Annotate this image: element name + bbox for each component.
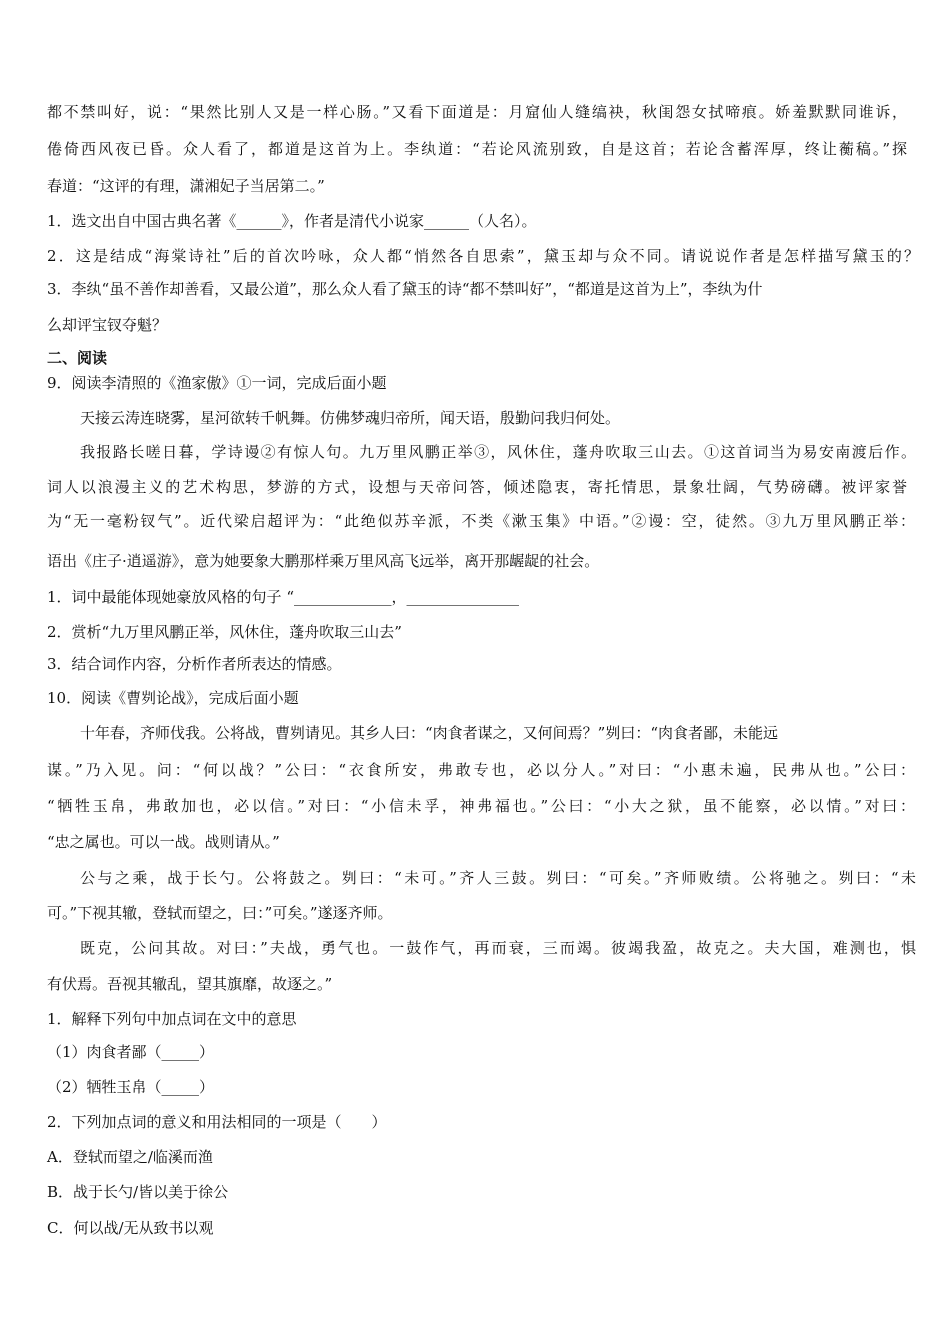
question-item-continued: 么却评宝钗夺魁？ <box>47 316 168 334</box>
option-c: C．何以战/无从致书以观 <box>47 1219 214 1237</box>
question-title: 9．阅读李清照的《渔家傲》①一词，完成后面小题 <box>47 374 387 392</box>
section-heading: 二、阅读 <box>47 349 108 367</box>
sub-question: （2）牺牲玉帛（_____） <box>47 1078 215 1096</box>
passage-line: 有伏焉。吾视其辙乱，望其旗靡，故逐之。” <box>47 975 333 993</box>
passage-line: 十年春，齐师伐我。公将战，曹刿请见。其乡人曰：“肉食者谋之，又何间焉？”刿曰：“肉食者鄙，未能远 <box>80 724 779 742</box>
passage-line: “牺牲玉帛，弗敢加也，必以信。”对曰：“小信未孚，神弗福也。”公曰：“小大之狱，虽不能察，必以情。”对曰： <box>47 797 915 815</box>
passage-line: 既克，公问其故。对曰：”夫战，勇气也。一鼓作气，再而衰，三而竭。彼竭我盈，故克之。夫大国，难测也，惧 <box>80 939 916 957</box>
option-a: A．登轼而望之/临溪而渔 <box>47 1148 213 1166</box>
question-item: 2．这是结成“海棠诗社”后的首次吟咏，众人都“悄然各自思索”，黛玉却与众不同。请说说作者是怎样描写黛玉的？ <box>47 247 919 265</box>
question-item: 2．赏析“九万里风鹏正举，风休住，蓬舟吹取三山去” <box>47 623 402 641</box>
annotation-line: 词人以浪漫主义的艺术构思，梦游的方式，设想与天帝问答，倾述隐衷，寄托情思，景象壮阔，气势磅礴。被评家誉 <box>47 478 907 496</box>
passage-line: 都不禁叫好，说：“果然比别人又是一样心肠。”又看下面道是：月窟仙人缝缟袂，秋闺怨女拭啼痕。娇羞默默同谁诉， <box>47 103 907 121</box>
passage-line: 谋。”乃入见。问：“何以战？”公曰：“衣食所安，弗敢专也，必以分人。”对曰：“小惠未遍，民弗从也。”公曰： <box>47 761 915 779</box>
question-item: 1．词中最能体现她豪放风格的句子 “_____________，_______________ <box>47 588 519 606</box>
annotation-line: 为“无一毫粉钗气”。近代梁启超评为：“此绝似苏辛派，不类《漱玉集》中语。”②谩：空，徒然。③九万里风鹏正举： <box>47 512 915 530</box>
question-item: 3．结合词作内容，分析作者所表达的情感。 <box>47 655 342 673</box>
passage-line: 春道：“这评的有理，潇湘妃子当居第二。” <box>47 177 325 195</box>
question-item: 1．选文出自中国古典名著《______》，作者是清代小说家______（人名）。 <box>47 212 537 230</box>
option-b: B．战于长勺/皆以美于徐公 <box>47 1183 229 1201</box>
question-title: 10．阅读《曹刿论战》，完成后面小题 <box>47 689 299 707</box>
sub-question: （1）肉食者鄙（_____） <box>47 1043 215 1061</box>
passage-line: “忠之属也。可以一战。战则请从。” <box>47 833 280 851</box>
passage-line: 倦倚西风夜已昏。众人看了，都道是这首为上。李纨道：“若论风流别致，自是这首；若论含蓄浑厚，终让蘅稿。”探 <box>47 140 907 158</box>
question-item: 3．李纨“虽不善作却善看，又最公道”，那么众人看了黛玉的诗“都不禁叫好”，“都道是这首为上”，李纨为什 <box>47 280 763 298</box>
passage-line: 可。”下视其辙，登轼而望之，曰：”可矣。”遂逐齐师。 <box>47 904 393 922</box>
poem-line: 天接云涛连晓雾，星河欲转千帆舞。仿佛梦魂归帝所，闻天语，殷勤问我归何处。 <box>80 409 621 427</box>
annotation-line: 语出《庄子·逍遥游》，意为她要象大鹏那样乘万里风高飞远举，离开那龌龊的社会。 <box>47 552 600 570</box>
question-item: 2．下列加点词的意义和用法相同的一项是（ ） <box>47 1113 387 1131</box>
passage-line: 公与之乘，战于长勺。公将鼓之。刿曰：“未可。”齐人三鼓。刿曰：“可矣。”齐师败绩。公将驰之。刿曰：“未 <box>80 869 916 887</box>
poem-line: 我报路长嗟日暮，学诗谩②有惊人句。九万里风鹏正举③，风休住，蓬舟吹取三山去。①这首词当为易安南渡后作。 <box>80 443 916 461</box>
question-item: 1．解释下列句中加点词在文中的意思 <box>47 1010 297 1028</box>
